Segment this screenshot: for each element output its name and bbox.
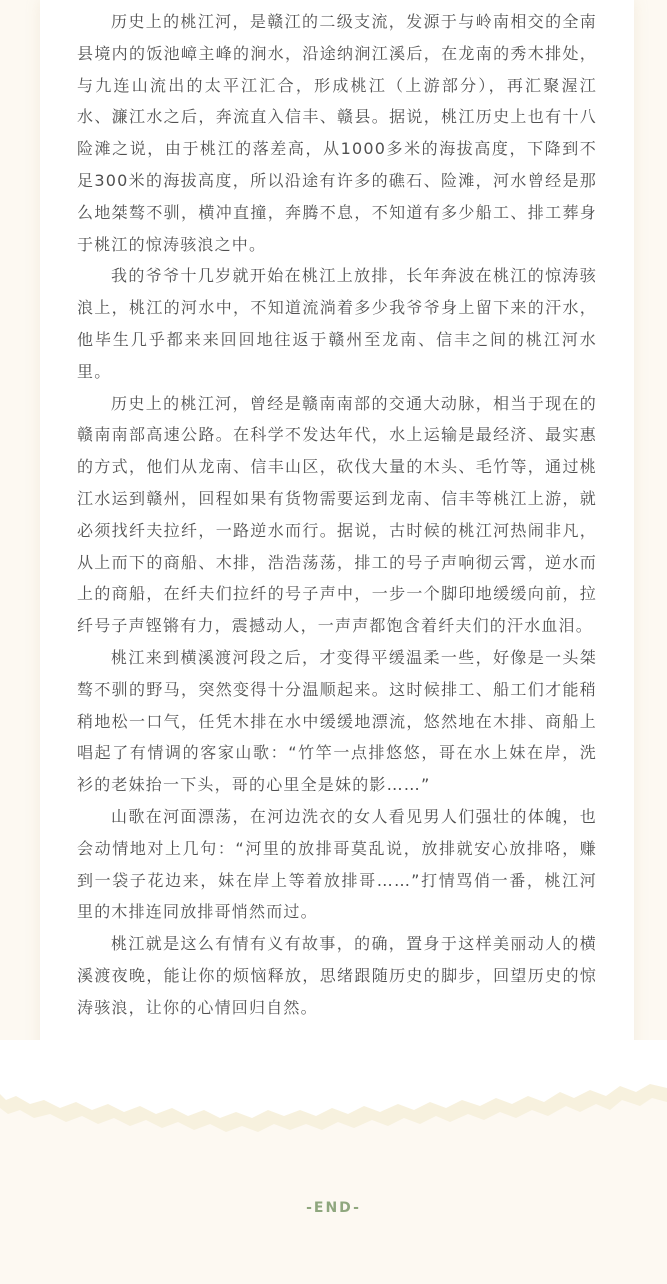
torn-paper-edge <box>0 1040 667 1160</box>
paragraph: 我的爷爷十几岁就开始在桃江上放排，长年奔波在桃江的惊涛骇浪上，桃江的河水中，不知道流淌着多少我爷爷身上留下来的汗水，他毕生几乎都来来回回地往返于赣州至龙南、信丰之间的桃江河水里。 <box>77 266 597 381</box>
article-body <box>77 6 597 1024</box>
paragraph: 桃江就是这么有情有义有故事，的确，置身于这样美丽动人的横溪渡夜晚，能让你的烦恼释放，思绪跟随历史的脚步，回望历史的惊涛骇浪，让你的心情回归自然。 <box>77 934 597 1017</box>
paragraph: 历史上的桃江河，是赣江的二级支流，发源于与岭南相交的全南县境内的饭池嶂主峰的涧水，沿途纳涧江溪后，在龙南的秀木排处，与九连山流出的太平江汇合，形成桃江（上游部分），再汇聚渥江水、濂江水之后，奔流直入信丰、赣县。据说，桃江历史上也有十八险滩之说，由于桃江的落差高，从1000多米的海拔高度，下降到不足300米的海拔高度，所以沿途有许多的礁石、险滩，河水曾经是那么地桀骜不驯，横冲直撞，奔腾不息，不知道有多少船工、排工葬身于桃江的惊涛骇浪之中。 <box>77 12 597 254</box>
paragraph: 历史上的桃江河，曾经是赣南南部的交通大动脉，相当于现在的赣南南部高速公路。在科学不发达年代，水上运输是最经济、最实惠的方式，他们从龙南、信丰山区，砍伐大量的木头、毛竹等，通过桃江水运到赣州，回程如果有货物需要运到龙南、信丰等桃江上游，就必须找纤夫拉纤，一路逆水而行。据说，古时候的桃江河热闹非凡，从上而下的商船、木排，浩浩荡荡，排工的号子声响彻云霄，逆水而上的商船，在纤夫们拉纤的号子声中，一步一个脚印地缓缓向前，拉纤号子声铿锵有力，震撼动人，一声声都饱含着纤夫们的汗水血泪。 <box>77 393 597 636</box>
paragraph: 山歌在河面漂荡，在河边洗衣的女人看见男人们强壮的体魄，也会动情地对上几句：“河里的放排哥莫乱说，放排就安心放排咯，赚到一袋子花边来，妹在岸上等着放排哥……”打情骂俏一番，桃江河里的木排连同放排哥悄然而过。 <box>77 806 597 922</box>
end-marker: -END- <box>306 1200 361 1216</box>
paragraph: 桃江来到横溪渡河段之后，才变得平缓温柔一些，好像是一头桀骜不驯的野马，突然变得十分温顺起来。这时候排工、船工们才能稍稍地松一口气，任凭木排在水中缓缓地漂流，悠然地在木排、商船上唱起了有情调的客家山歌：“竹竿一点排悠悠，哥在水上妹在岸，洗衫的老妹抬一下头，哥的心里全是妹的影……” <box>77 647 597 795</box>
